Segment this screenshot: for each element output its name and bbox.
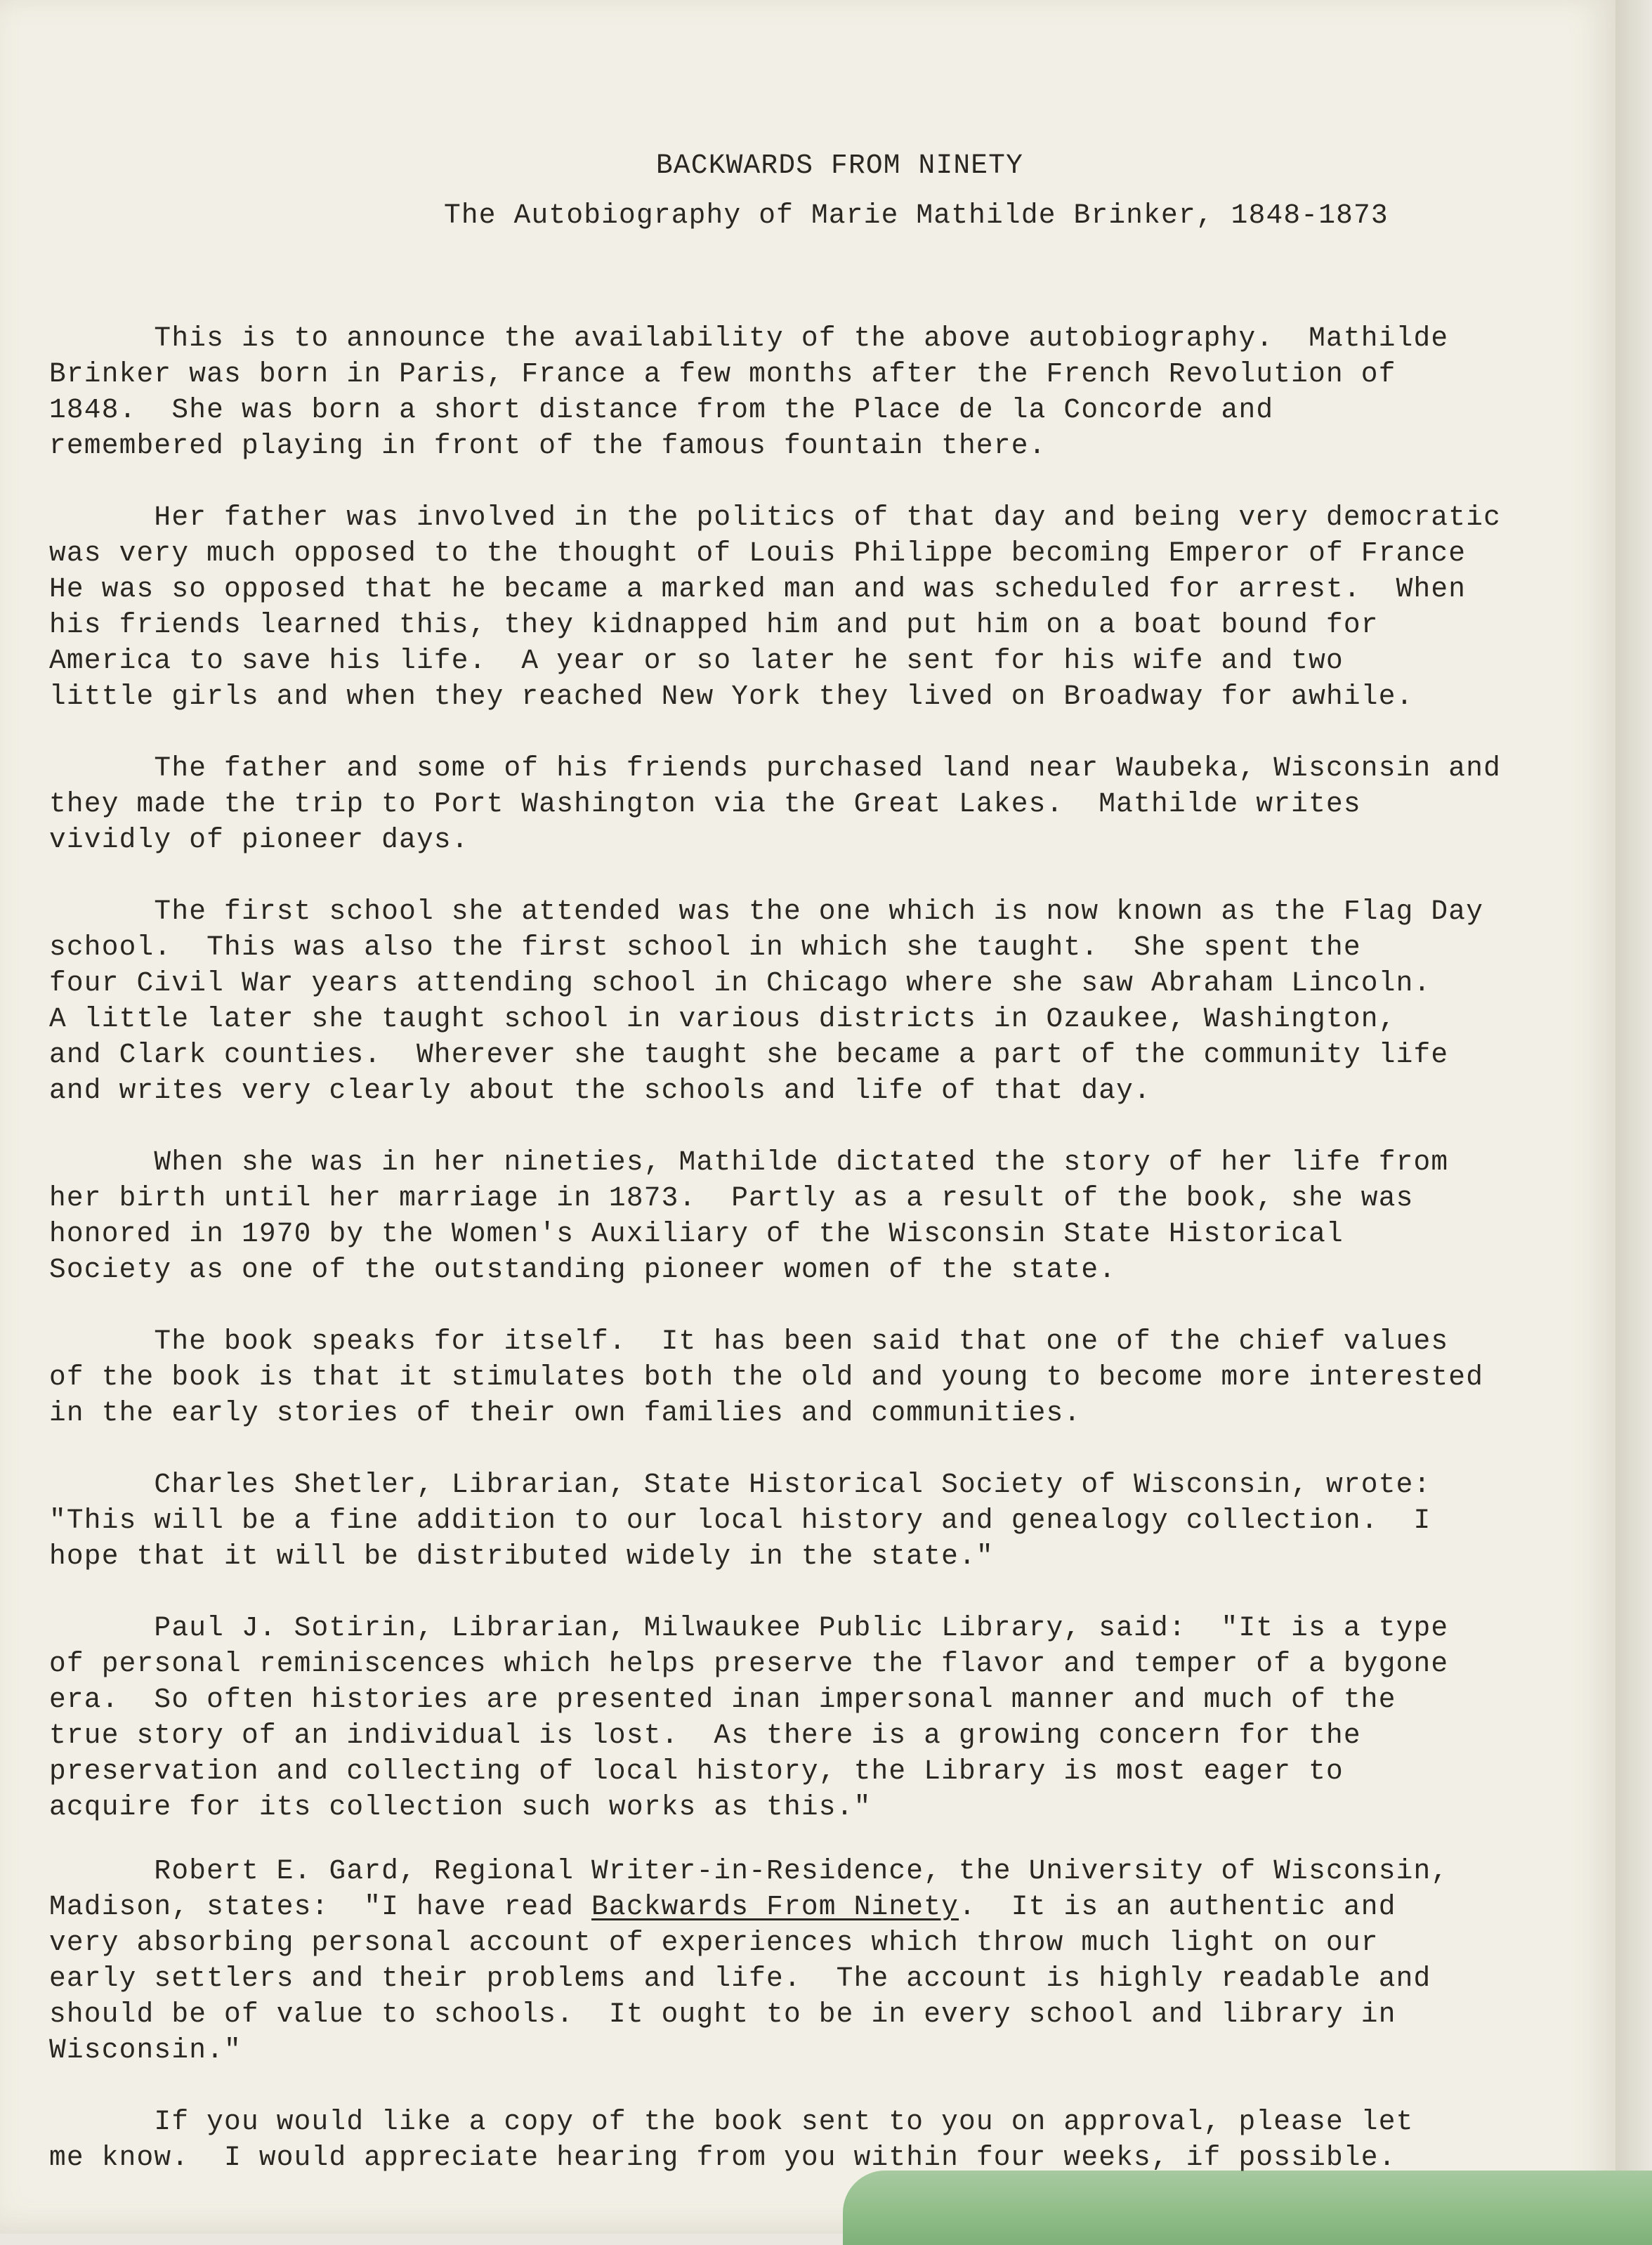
- text-line: school. This was also the first school in which she taught. She spent the: [49, 931, 1361, 963]
- text-line: era. So often histories are presented inan impersonal manner and much of the: [49, 1684, 1396, 1715]
- text-line: "This will be a fine addition to our local history and genealogy collection. I: [49, 1505, 1431, 1536]
- text-line: 1848. She was born a short distance from the Place de la Concorde and: [49, 394, 1274, 426]
- text-line: The father and some of his friends purchased land near Waubeka, Wisconsin and: [49, 752, 1502, 784]
- text-line: vividly of pioneer days.: [49, 824, 469, 856]
- paragraph-nineties: [49, 1144, 1622, 1288]
- green-backing-sheet: [843, 2171, 1652, 2245]
- text-line: of the book is that it stimulates both the old and young to become more interested: [49, 1361, 1484, 1393]
- text-line: remembered playing in front of the famous fountain there.: [49, 430, 1047, 462]
- text-line: little girls and when they reached New York they lived on Broadway for awhile.: [49, 681, 1414, 712]
- text-line: The first school she attended was the one which is now known as the Flag Day: [49, 896, 1484, 927]
- text-segment: Madison, states: "I have read: [49, 1891, 592, 1923]
- text-line: America to save his life. A year or so later he sent for his wife and two: [49, 645, 1344, 676]
- text-line: The book speaks for itself. It has been said that one of the chief values: [49, 1326, 1449, 1357]
- text-line: Her father was involved in the politics of that day and being very democratic: [49, 502, 1502, 533]
- text-line: preservation and collecting of local history, the Library is most eager to: [49, 1755, 1344, 1787]
- paragraph-sotirin-quote: [49, 1610, 1622, 1825]
- paragraph-waubeka: [49, 750, 1622, 858]
- text-segment: . It is an authentic and: [959, 1891, 1396, 1923]
- text-line: his friends learned this, they kidnapped him and put him on a boat bound for: [49, 609, 1379, 641]
- text-line: He was so opposed that he became a marked man and was scheduled for arrest. When: [49, 573, 1467, 605]
- text-line: Society as one of the outstanding pioneer women of the state.: [49, 1254, 1117, 1285]
- paragraph-book-speaks: [49, 1323, 1622, 1431]
- text-line: me know. I would appreciate hearing from you within four weeks, if possible.: [49, 2142, 1396, 2173]
- paragraph-announcement: [49, 320, 1622, 464]
- text-line: honored in 1970 by the Women's Auxiliary of the Wisconsin State Historical: [49, 1218, 1344, 1250]
- text-line: four Civil War years attending school in Chicago where she saw Abraham Lincoln.: [49, 967, 1431, 999]
- paragraph-gard-quote: [49, 1853, 1622, 2068]
- text-line: Brinker was born in Paris, France a few months after the French Revolution of: [49, 358, 1396, 390]
- text-line: When she was in her nineties, Mathilde dictated the story of her life from: [49, 1146, 1449, 1178]
- document-title: BACKWARDS FROM NINETY: [656, 150, 1023, 181]
- text-line: and Clark counties. Wherever she taught she became a part of the community life: [49, 1039, 1449, 1071]
- document-subtitle: The Autobiography of Marie Mathilde Brinker, 1848-1873: [444, 199, 1389, 231]
- paragraph-closing: [49, 2104, 1622, 2175]
- text-line: early settlers and their problems and life. The account is highly readable and: [49, 1963, 1431, 1994]
- text-line: This is to announce the availability of the above autobiography. Mathilde: [49, 322, 1449, 354]
- book-title-underlined: Backwards From Ninety: [591, 1891, 959, 1923]
- text-line: A little later she taught school in various districts in Ozaukee, Washington,: [49, 1003, 1396, 1035]
- text-line: [49, 1889, 1622, 1925]
- text-line: Wisconsin.": [49, 2034, 242, 2066]
- paragraph-shetler-quote: [49, 1467, 1622, 1574]
- text-line: very absorbing personal account of experiences which throw much light on our: [49, 1927, 1379, 1958]
- text-line: of personal reminiscences which helps preserve the flavor and temper of a bygone: [49, 1648, 1449, 1680]
- text-line: If you would like a copy of the book sent to you on approval, please let: [49, 2106, 1414, 2138]
- text-line: was very much opposed to the thought of Louis Philippe becoming Emperor of France: [49, 537, 1467, 569]
- text-line: her birth until her marriage in 1873. Partly as a result of the book, she was: [49, 1182, 1414, 1214]
- text-line: true story of an individual is lost. As there is a growing concern for the: [49, 1720, 1361, 1751]
- letter-body: [49, 148, 1622, 2175]
- text-line: Paul J. Sotirin, Librarian, Milwaukee Public Library, said: "It is a type: [49, 1612, 1449, 1644]
- text-line: acquire for its collection such works as this.": [49, 1791, 872, 1823]
- paragraph-school: [49, 894, 1622, 1108]
- text-line: in the early stories of their own families and communities.: [49, 1397, 1082, 1429]
- text-line: hope that it will be distributed widely in the state.": [49, 1540, 994, 1572]
- text-line: and writes very clearly about the schools and life of that day.: [49, 1075, 1151, 1106]
- text-line: Charles Shetler, Librarian, State Historical Society of Wisconsin, wrote:: [49, 1469, 1431, 1500]
- text-line: should be of value to schools. It ought to be in every school and library in: [49, 1998, 1396, 2030]
- paragraph-father: [49, 499, 1622, 714]
- text-line: Robert E. Gard, Regional Writer-in-Residence, the University of Wisconsin,: [49, 1855, 1449, 1887]
- text-line: they made the trip to Port Washington via the Great Lakes. Mathilde writes: [49, 788, 1361, 820]
